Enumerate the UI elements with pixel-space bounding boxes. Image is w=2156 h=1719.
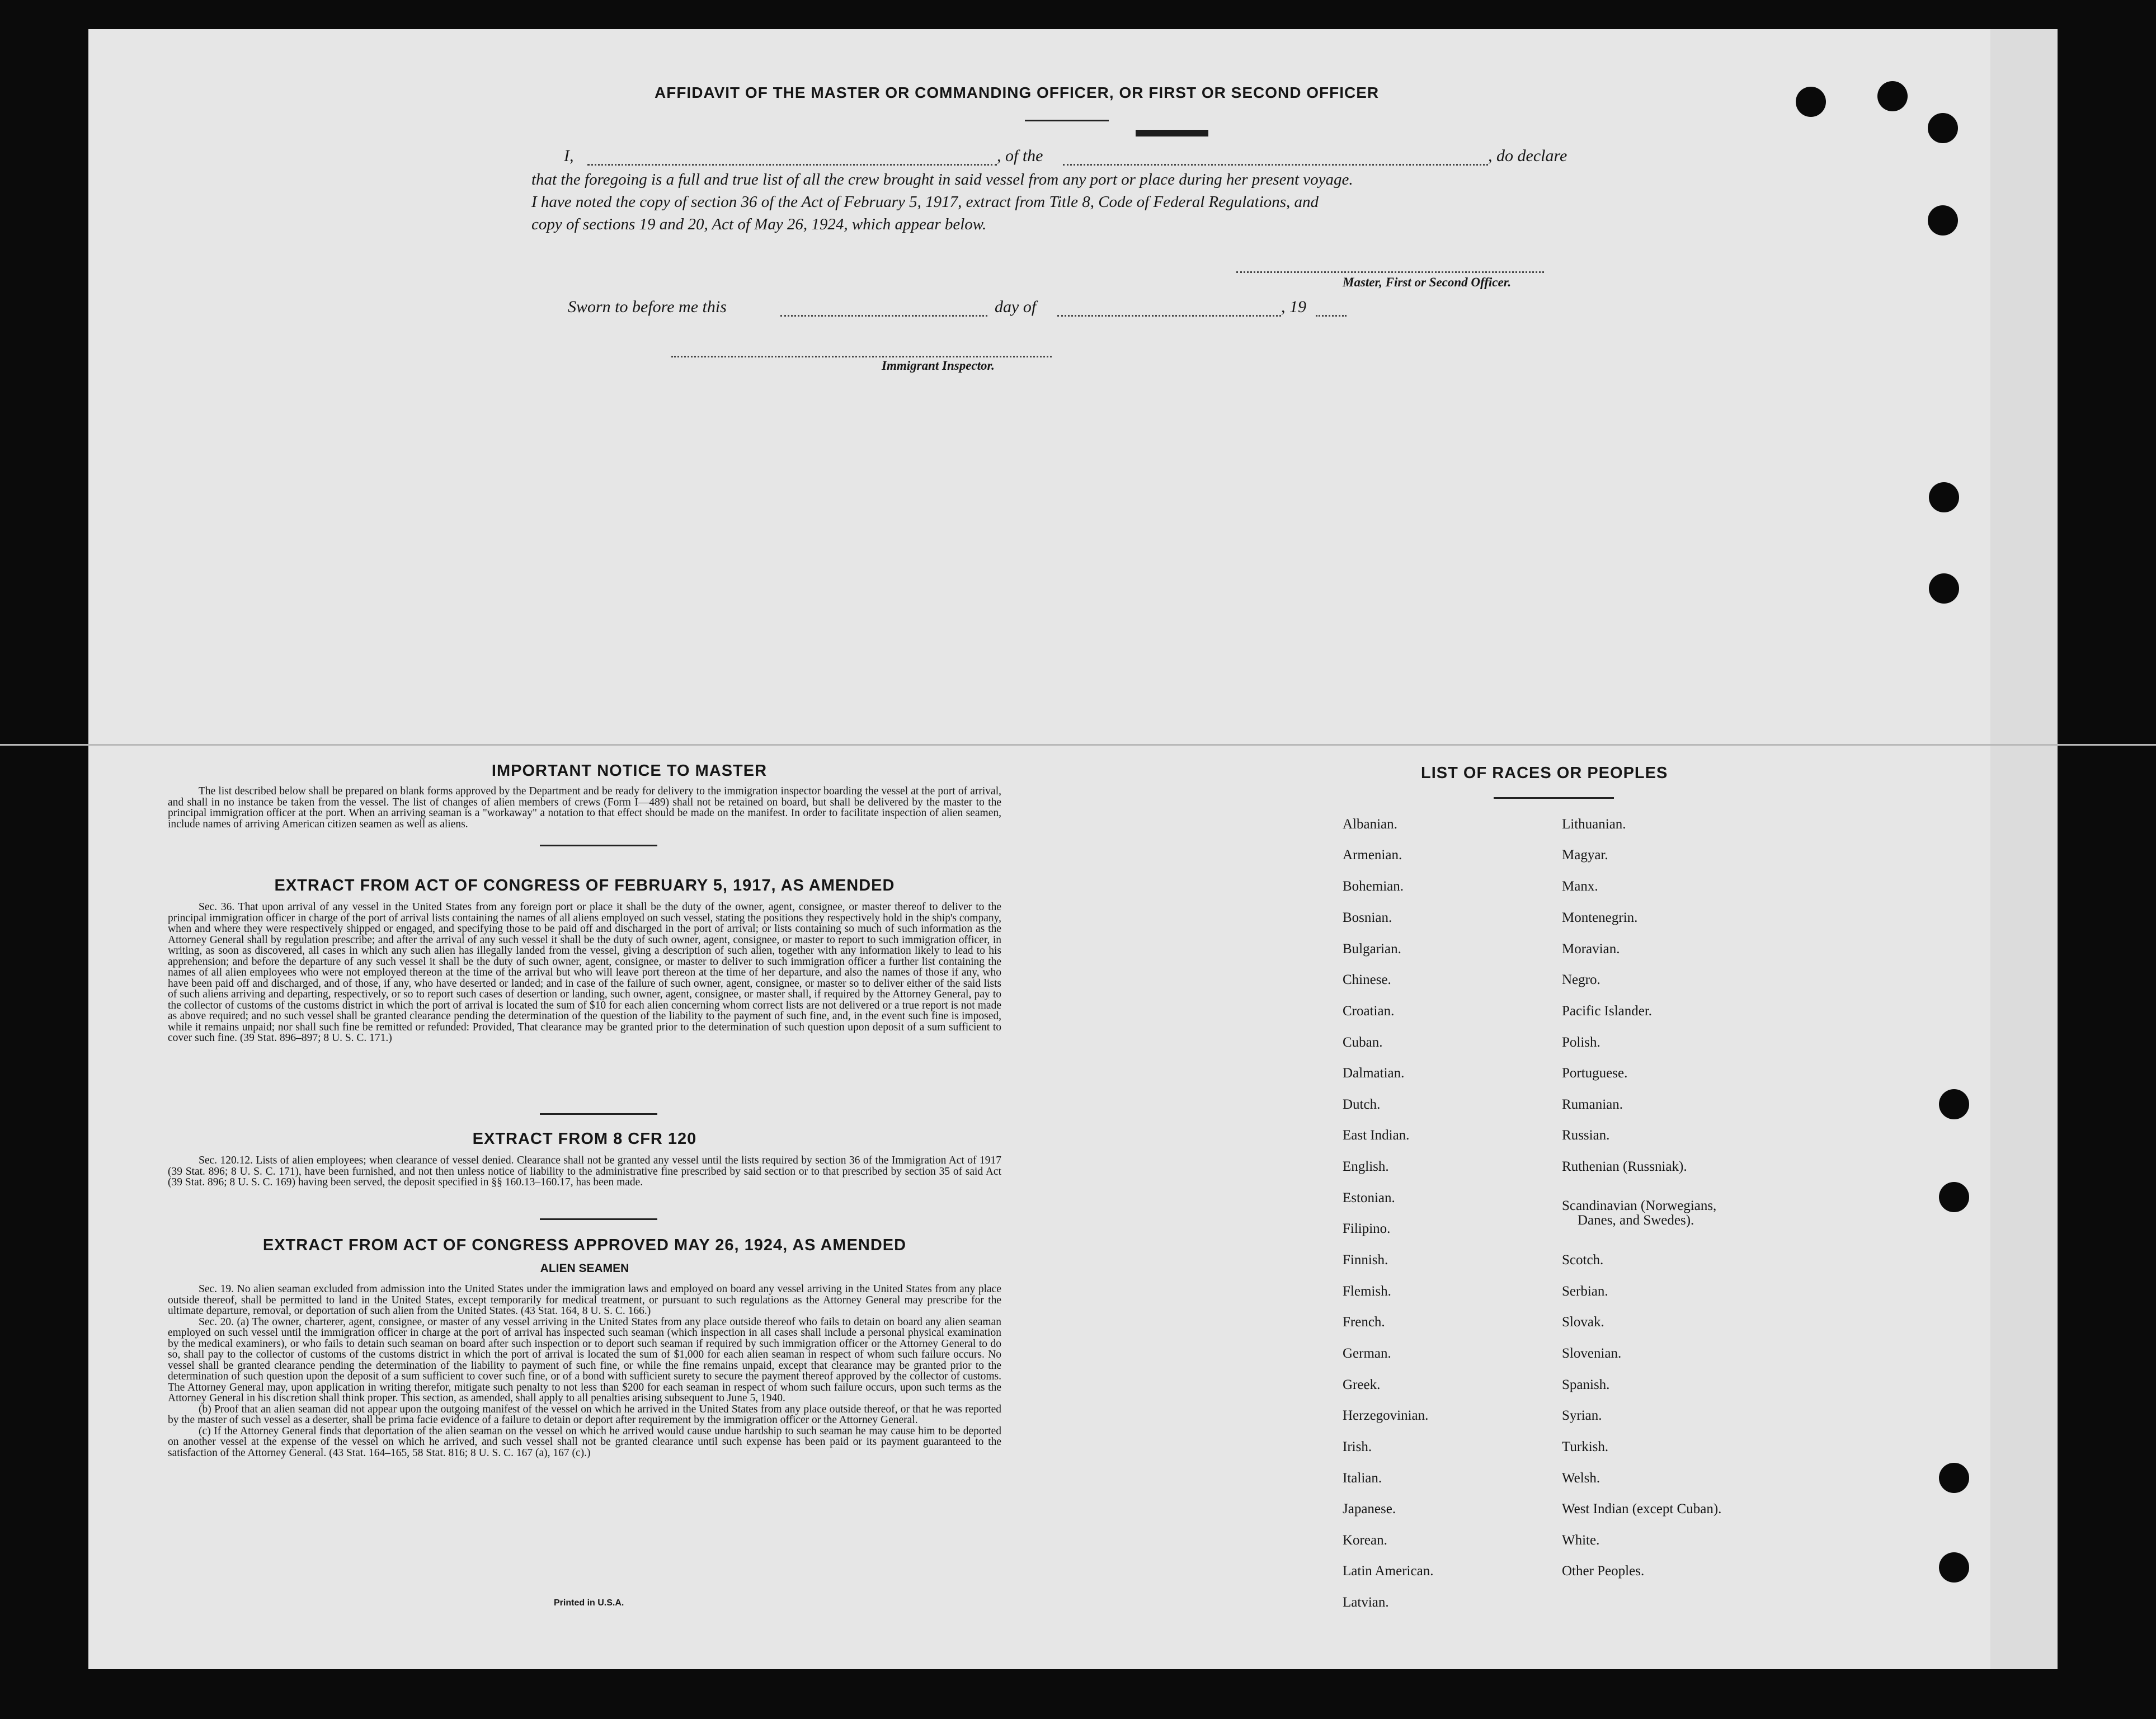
sec-36-paragraph: Sec. 36. That upon arrival of any vessel in the United States from any foreign port or place it shall be the duty of the owner, agent, consignee, or master thereof to deliver to the principal immigration officer in charge of the port of arrival lists containing the names of all aliens employed on such vessel, stating the positions they respectively hold in the ship's company, when and where they were respectively shipped or engaged, and specifying those to be paid off and discharged in the port of arrival; or lists containing so much of such information as the Attorney General shall by regulation prescribe; and after the arrival of any such vessel it shall be the duty of such owner, agent, consignee, or master to report to such immigration officer, in writing, as soon as discovered, all cases in which any such alien has illegally landed from the vessel, giving a description of such alien, together with any information likely to lead to his apprehension; and before the departure of any such vessel it shall be the duty of such owner, agent, consignee, or master to deliver to such immigration officer a further list containing the names of all alien employees who were not employed thereon at the time of the arrival but who will leave port thereon at the time of her departure, and also the names of those if any, who have been paid off and discharged, and of those, if any, who have deserted or landed; and in case of the failure of such owner, agent, consignee, or master so to deliver either of the said lists of such aliens arriving and departing, respectively, or so to report such cases of desertion or landing, such owner, agent, consignee, or master shall, if required by the Attorney General, pay to the collector of customs of the customs district in which the port of arrival is located the sum of $10 for each alien concerning whom correct lists are not delivered or a true report is not made as above required; and no such vessel shall be granted clearance pending the determination of the question of the liability to the payment of such fine, and, in the event such fine is imposed, while it remains unpaid; nor shall such fine be remitted or refunded: Provided, That clearance may be granted prior to the determination of such question upon deposit of a sum sufficient to cover such fine. (39 Stat. 896–897; 8 U. S. C. 171.) <box>168 901 1001 1044</box>
race-item: Magyar. <box>1562 847 1608 863</box>
printed-in-usa: Printed in U.S.A. <box>554 1598 624 1608</box>
race-item: Moravian. <box>1562 941 1620 957</box>
extract-1917-title: EXTRACT FROM ACT OF CONGRESS OF FEBRUARY 5, 1917, AS AMENDED <box>274 877 895 894</box>
extract-1924-text-block <box>168 1284 1001 1458</box>
race-item: Chinese. <box>1343 972 1391 987</box>
race-item: Dutch. <box>1343 1097 1381 1112</box>
punch-hole <box>1928 113 1958 143</box>
race-item: Rumanian. <box>1562 1097 1623 1112</box>
race-item: Armenian. <box>1343 847 1402 863</box>
race-item: Serbian. <box>1562 1284 1608 1299</box>
race-item: Herzegovinian. <box>1343 1408 1429 1423</box>
races-title-rule <box>1494 797 1614 799</box>
race-item: Bohemian. <box>1343 879 1404 894</box>
affidavit-line-2: that the foregoing is a full and true list of all the crew brought in said vessel from any port or place during her present voyage. <box>531 171 1353 189</box>
race-item: Danes, and Swedes). <box>1578 1213 1694 1228</box>
extract-cfr-title: EXTRACT FROM 8 CFR 120 <box>472 1130 697 1148</box>
year-label: , 19 <box>1281 298 1306 316</box>
race-item: Cuban. <box>1343 1035 1383 1050</box>
inspector-signature-line[interactable] <box>671 356 1052 357</box>
sec-120-12-paragraph: Sec. 120.12. Lists of alien employees; when clearance of vessel denied. Clearance shall not be granted any vessel until the lists required by section 36 of the Immigration Act of 1917 (39 Stat. 896; 8 U. S. C. 171), have been furnished, and not then unless notice of liability to the administrative fine prescribed by said section or to that prescribed by section 35 of said Act (39 Stat. 896; 8 U. S. C. 169) having been served, the deposit specified in §§ 160.13–160.17, has been made. <box>168 1155 1001 1188</box>
punch-hole <box>1939 1089 1969 1119</box>
race-item: Latvian. <box>1343 1595 1389 1610</box>
vessel-blank-line[interactable] <box>1063 164 1488 166</box>
sec-19-paragraph: Sec. 19. No alien seaman excluded from admission into the United States under the immigration laws and employed on board any vessel arriving in the United States from any place outside thereof, shall be permitted to land in the United States, except temporarily for medical treatment, or pursuant to such regulations as the Attorney General may prescribe for the ultimate departure, removal, or deportation of such alien from the United States. (43 Stat. 164, 8 U. S. C. 166.) <box>168 1283 1001 1317</box>
sec-20b-paragraph: (b) Proof that an alien seaman did not appear upon the outgoing manifest of the vessel on which he arrived in the United States from any place outside thereof, or that he was reported by the master of such vessel as a deserter, shall be prima facie evidence of a failure to detain or deport after requirement by the immigration officer or the Attorney General. <box>168 1403 1001 1426</box>
punch-hole <box>1796 87 1826 117</box>
race-item: Italian. <box>1343 1471 1382 1486</box>
right-margin-strip <box>1990 29 2058 1669</box>
notice-title: IMPORTANT NOTICE TO MASTER <box>491 762 768 780</box>
race-item: East Indian. <box>1343 1128 1410 1143</box>
section-divider <box>540 1218 657 1220</box>
punch-hole <box>1939 1552 1969 1583</box>
smudge-mark <box>1136 130 1208 136</box>
race-item: Negro. <box>1562 972 1600 987</box>
fold-line <box>0 744 2156 746</box>
race-item: Montenegrin. <box>1562 910 1638 925</box>
race-item: Latin American. <box>1343 1563 1434 1579</box>
race-item: Filipino. <box>1343 1221 1391 1236</box>
race-item: Lithuanian. <box>1562 817 1626 832</box>
master-signature-label: Master, First or Second Officer. <box>1343 275 1512 289</box>
punch-hole <box>1929 573 1959 604</box>
race-item: Welsh. <box>1562 1471 1600 1486</box>
affidavit-line-4: copy of sections 19 and 20, Act of May 26, 1924, which appear below. <box>531 215 987 233</box>
race-item: Irish. <box>1343 1439 1372 1454</box>
race-item: Slovenian. <box>1562 1346 1622 1361</box>
race-item: Estonian. <box>1343 1190 1395 1205</box>
affidavit-of-the: , of the <box>997 147 1043 165</box>
race-item: Albanian. <box>1343 817 1397 832</box>
name-blank-line[interactable] <box>587 164 997 166</box>
extract-1917-text-block <box>168 902 1001 1044</box>
race-item: Other Peoples. <box>1562 1563 1645 1579</box>
race-item: Manx. <box>1562 879 1598 894</box>
race-item: French. <box>1343 1315 1385 1330</box>
affidavit-do-declare: , do declare <box>1488 147 1567 165</box>
race-item: Slovak. <box>1562 1315 1604 1330</box>
punch-hole <box>1939 1182 1969 1212</box>
race-item: Scandinavian (Norwegians, <box>1562 1198 1717 1213</box>
affidavit-line-3: I have noted the copy of section 36 of the Act of February 5, 1917, extract from Title 8, Code of Federal Regulations, and <box>531 193 1319 211</box>
race-item: Portuguese. <box>1562 1066 1628 1081</box>
race-item: Polish. <box>1562 1035 1600 1050</box>
sec-20a-paragraph: Sec. 20. (a) The owner, charterer, agent, consignee, or master of any vessel arriving in the United States from any place outside thereof who fails to detain on board any alien seaman employed on such vessel until the immigration officer in charge at the port of arrival has inspected such seaman (which inspection in all cases shall include a personal physical examination by the medical examiners), or who fails to detain such seaman on board after such inspection or to deport such seaman if required by such immigration officer or the Attorney General to do so, shall pay to the collector of customs of the customs district in which the port of arrival is located the sum of $1,000 for each alien seaman in respect of whom such failure occurs. No vessel shall be granted clearance pending the determination of the liability to payment of such fine, or while the fine remains unpaid, except that clearance may be granted prior to the determination of such question upon the deposit of a sum sufficient to cover such fine, or of a bond with sufficient surety to secure the payment thereof approved by the collector of customs. The Attorney General may, upon application in writing therefor, mitigate such penalty to not less than $200 for each seaman in respect of whom such failure occurs, upon such terms as the Attorney General in his discretion shall think proper. This section, as amended, shall apply to all penalties arising subsequent to June 5, 1940. <box>168 1316 1001 1404</box>
race-item: Flemish. <box>1343 1284 1391 1299</box>
section-divider <box>540 845 657 846</box>
race-item: Greek. <box>1343 1377 1381 1392</box>
race-item: Finnish. <box>1343 1252 1388 1268</box>
race-item: Bosnian. <box>1343 910 1392 925</box>
race-item: Japanese. <box>1343 1501 1396 1517</box>
race-item: German. <box>1343 1346 1391 1361</box>
race-item: Bulgarian. <box>1343 941 1401 957</box>
affidavit-rule <box>1025 120 1109 121</box>
sworn-day-line[interactable] <box>780 315 987 317</box>
races-title: LIST OF RACES OR PEOPLES <box>1421 764 1668 782</box>
race-item: Dalmatian. <box>1343 1066 1405 1081</box>
sec-20c-paragraph: (c) If the Attorney General finds that deportation of the alien seaman on the vessel on which he arrived would cause undue hardship to such seaman he may cause him to be deported on another vessel at the expense of the vessel on which he arrived, and such vessel shall not be granted clearance until such expense has been paid or its payment guaranteed to the satisfaction of the Attorney General. (43 Stat. 164–165, 58 Stat. 816; 8 U. S. C. 167 (a), 167 (c).) <box>168 1425 1001 1459</box>
race-item: Ruthenian (Russniak). <box>1562 1159 1687 1174</box>
race-item: White. <box>1562 1533 1600 1548</box>
master-signature-line[interactable] <box>1236 271 1544 273</box>
affidavit-i: I, <box>564 147 574 165</box>
sworn-month-line[interactable] <box>1057 315 1281 317</box>
race-item: Croatian. <box>1343 1004 1395 1019</box>
race-item: West Indian (except Cuban). <box>1562 1501 1722 1517</box>
sworn-text: Sworn to before me this <box>568 298 727 316</box>
section-divider <box>540 1113 657 1115</box>
race-item: Russian. <box>1562 1128 1610 1143</box>
race-item: Spanish. <box>1562 1377 1610 1392</box>
punch-hole <box>1877 81 1908 111</box>
notice-text-block <box>168 786 1001 830</box>
alien-seamen-subtitle: ALIEN SEAMEN <box>540 1262 629 1275</box>
day-of-label: day of <box>995 298 1037 316</box>
inspector-label: Immigrant Inspector. <box>882 359 995 373</box>
race-item: Korean. <box>1343 1533 1387 1548</box>
race-item: Pacific Islander. <box>1562 1004 1653 1019</box>
race-item: Turkish. <box>1562 1439 1609 1454</box>
affidavit-title: AFFIDAVIT OF THE MASTER OR COMMANDING OFFICER, OR FIRST OR SECOND OFFICER <box>655 84 1380 101</box>
punch-hole <box>1929 482 1959 512</box>
race-item: Scotch. <box>1562 1252 1604 1268</box>
race-item: English. <box>1343 1159 1389 1174</box>
race-item: Syrian. <box>1562 1408 1602 1423</box>
punch-hole <box>1928 205 1958 236</box>
notice-paragraph: The list described below shall be prepared on blank forms approved by the Department and be ready for delivery to the immigration inspector boarding the vessel at the port of arrival, and shall in no instance be taken from the vessel. The list of changes of alien members of crews (Form I—489) shall not be retained on board, but shall be delivered by the master to the principal immigration officer at the port. When an arriving seaman is a "workaway" a notation to that effect should be made on the manifest. In order to facilitate inspection of alien seamen, include names of arriving American citizen seamen as well as aliens. <box>168 785 1001 830</box>
punch-hole <box>1939 1463 1969 1493</box>
extract-cfr-text-block <box>168 1155 1001 1188</box>
extract-1924-title: EXTRACT FROM ACT OF CONGRESS APPROVED MAY 26, 1924, AS AMENDED <box>262 1236 907 1254</box>
year-blank-line[interactable] <box>1316 315 1347 317</box>
